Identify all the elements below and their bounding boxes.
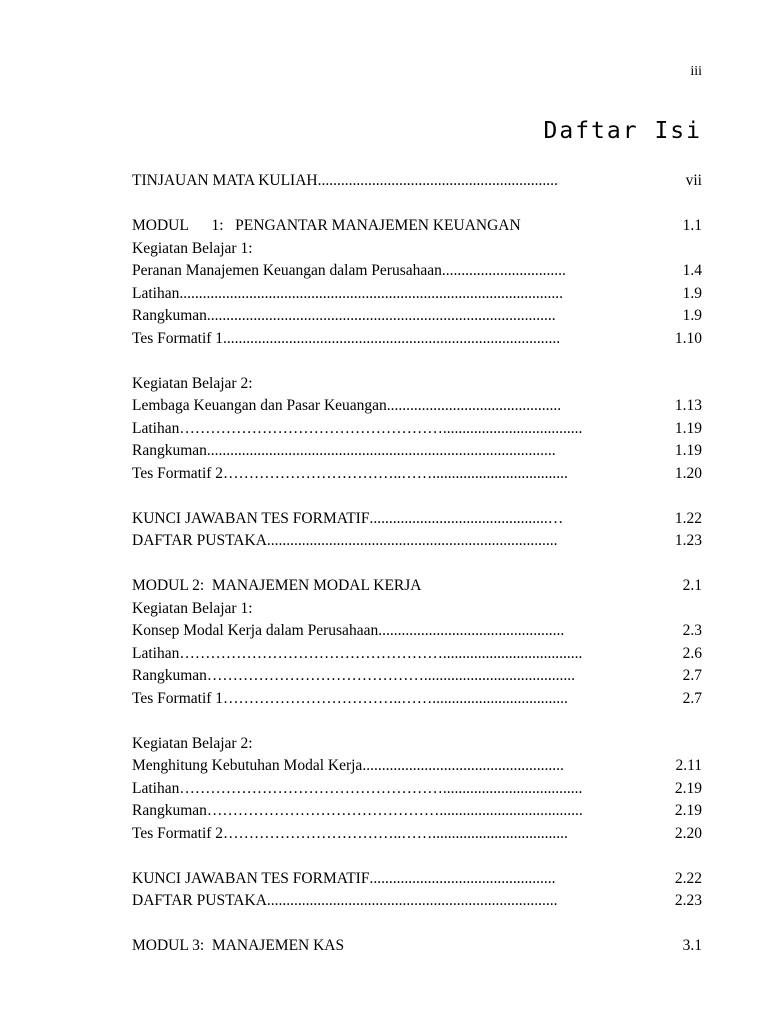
toc-entry-page-number: 1.4 xyxy=(682,262,702,279)
toc-entry-page-number: 1.1 xyxy=(682,217,702,234)
toc-entry-leader-dots: …………………………………………….................................... xyxy=(179,644,583,662)
toc-entry-label: Tes Formatif 2 xyxy=(132,464,224,482)
toc-entry-page-number: vii xyxy=(685,172,702,189)
toc-entry-leader-dots: ............................................. xyxy=(386,397,562,414)
toc-spacer xyxy=(132,710,702,733)
toc-entry-page-number: 1.9 xyxy=(682,284,702,302)
toc-entry-leader-dots: ……………………………..……................................... xyxy=(223,689,568,707)
toc-entry xyxy=(132,215,702,238)
toc-entry-leader-dots: ……………………………..……................................... xyxy=(223,464,568,482)
toc-entry-label: Konsep Modal Kerja dalam Perusahaan xyxy=(132,622,379,639)
toc-entry-page-number: 3.1 xyxy=(682,937,702,954)
toc-entry xyxy=(132,890,702,913)
toc-entry xyxy=(132,373,702,396)
page-number: iii xyxy=(690,64,702,79)
table-of-contents xyxy=(132,170,702,958)
toc-entry-page-number: 1.22 xyxy=(674,509,702,527)
toc-entry-leader-dots: .......................................................................................... xyxy=(206,307,556,324)
toc-entry-page-number: 1.13 xyxy=(674,397,702,414)
toc-entry-page-number: 1.19 xyxy=(674,419,702,437)
toc-entry xyxy=(132,868,702,891)
toc-spacer xyxy=(132,553,702,576)
toc-entry-label: DAFTAR PUSTAKA xyxy=(132,892,267,909)
toc-entry-label: Latihan xyxy=(132,284,180,302)
toc-entry-label: Latihan xyxy=(132,644,180,662)
toc-entry xyxy=(132,463,702,486)
toc-entry-label: Peranan Manajemen Keuangan dalam Perusahaan xyxy=(132,262,442,279)
toc-entry-label: KUNCI JAWABAN TES FORMATIF xyxy=(132,509,370,527)
toc-entry-page-number: 1.20 xyxy=(674,464,702,482)
toc-entry-page-number: 1.9 xyxy=(682,307,702,324)
toc-entry xyxy=(132,688,702,711)
toc-entry xyxy=(132,733,702,756)
toc-entry-leader-dots: ……………………………..……................................... xyxy=(223,824,568,842)
toc-entry-label: Lembaga Keuangan dan Pasar Keuangan xyxy=(132,397,387,414)
toc-entry-page-number: 1.23 xyxy=(674,532,702,549)
toc-entry xyxy=(132,935,702,958)
toc-spacer xyxy=(132,913,702,936)
toc-entry xyxy=(132,440,702,463)
toc-entry xyxy=(132,620,702,643)
toc-entry-label: MODUL 1: PENGANTAR MANAJEMEN KEUANGAN xyxy=(132,217,521,234)
toc-entry xyxy=(132,778,702,801)
toc-entry-page-number: 2.7 xyxy=(682,689,702,707)
toc-entry-label: Rangkuman xyxy=(132,442,207,459)
toc-entry-page-number: 2.19 xyxy=(674,779,702,797)
toc-entry xyxy=(132,238,702,261)
toc-entry xyxy=(132,508,702,531)
toc-entry-page-number: 2.1 xyxy=(682,577,702,594)
toc-entry xyxy=(132,418,702,441)
toc-entry-leader-dots: .............................................................. xyxy=(317,172,558,189)
toc-entry xyxy=(132,823,702,846)
toc-entry-label: KUNCI JAWABAN TES FORMATIF xyxy=(132,869,370,887)
toc-entry-page-number: 2.19 xyxy=(674,802,702,819)
toc-entry xyxy=(132,575,702,598)
toc-entry-page-number: 2.3 xyxy=(682,622,702,639)
toc-entry-label: Kegiatan Belajar 1: xyxy=(132,599,253,617)
toc-entry-label: Tes Formatif 1 xyxy=(132,329,224,347)
toc-entry xyxy=(132,170,702,193)
toc-entry xyxy=(132,328,702,351)
toc-entry-leader-dots: ........................................................................... xyxy=(266,532,558,549)
toc-entry-leader-dots: ..............................................… xyxy=(369,509,564,527)
toc-entry-leader-dots: .......................................................................................... xyxy=(206,442,556,459)
toc-entry-page-number: 2.20 xyxy=(674,824,702,842)
toc-entry xyxy=(132,598,702,621)
toc-entry-leader-dots: .................................................... xyxy=(362,757,564,774)
toc-entry xyxy=(132,800,702,823)
toc-entry-page-number: 2.7 xyxy=(682,667,702,684)
toc-entry-leader-dots: ................................ xyxy=(441,262,566,279)
toc-entry xyxy=(132,643,702,666)
toc-entry-leader-dots: ……………………………………....................................... xyxy=(206,667,576,684)
toc-entry-leader-dots: ………………………………………..................................... xyxy=(206,802,583,819)
toc-entry-label: MODUL 3: MANAJEMEN KAS xyxy=(132,937,345,954)
toc-entry xyxy=(132,260,702,283)
toc-entry-leader-dots: ................................................................................................... xyxy=(179,284,563,302)
toc-entry-label: Kegiatan Belajar 2: xyxy=(132,734,253,752)
toc-entry-leader-dots: …………………………………………….................................... xyxy=(179,779,583,797)
toc-entry xyxy=(132,530,702,553)
toc-entry xyxy=(132,665,702,688)
toc-entry-label: Latihan xyxy=(132,779,180,797)
toc-spacer xyxy=(132,193,702,216)
toc-spacer xyxy=(132,350,702,373)
toc-entry-page-number: 2.6 xyxy=(682,644,702,662)
toc-entry-page-number: 2.11 xyxy=(675,757,702,774)
page-title: Daftar Isi xyxy=(543,118,702,144)
toc-entry-leader-dots: …………………………………………….................................... xyxy=(179,419,583,437)
toc-entry-label: Latihan xyxy=(132,419,180,437)
toc-spacer xyxy=(132,845,702,868)
toc-entry-label: Tes Formatif 1 xyxy=(132,689,224,707)
toc-entry-page-number: 1.10 xyxy=(674,329,702,347)
toc-entry-label: TINJAUAN MATA KULIAH xyxy=(132,172,318,189)
toc-entry-label: MODUL 2: MANAJEMEN MODAL KERJA xyxy=(132,577,422,594)
toc-spacer xyxy=(132,485,702,508)
toc-entry-label: Kegiatan Belajar 1: xyxy=(132,239,253,257)
toc-entry-page-number: 2.22 xyxy=(674,869,702,887)
toc-entry-page-number: 1.19 xyxy=(674,442,702,459)
toc-entry-leader-dots: ................................................ xyxy=(369,869,556,887)
toc-entry-leader-dots: ........................................................................... xyxy=(266,892,558,909)
toc-entry-label: Menghitung Kebutuhan Modal Kerja xyxy=(132,757,363,774)
toc-entry-page-number: 2.23 xyxy=(674,892,702,909)
toc-entry xyxy=(132,395,702,418)
toc-entry xyxy=(132,283,702,306)
toc-entry-label: Kegiatan Belajar 2: xyxy=(132,374,253,392)
toc-entry-label: DAFTAR PUSTAKA xyxy=(132,532,267,549)
toc-entry-label: Rangkuman xyxy=(132,667,207,684)
toc-entry xyxy=(132,305,702,328)
toc-entry-leader-dots: ................................................ xyxy=(378,622,565,639)
toc-entry-label: Rangkuman xyxy=(132,307,207,324)
toc-entry-leader-dots: ....................................................................................... xyxy=(223,329,561,347)
toc-entry-label: Rangkuman xyxy=(132,802,207,819)
toc-entry-label: Tes Formatif 2 xyxy=(132,824,224,842)
toc-entry xyxy=(132,755,702,778)
